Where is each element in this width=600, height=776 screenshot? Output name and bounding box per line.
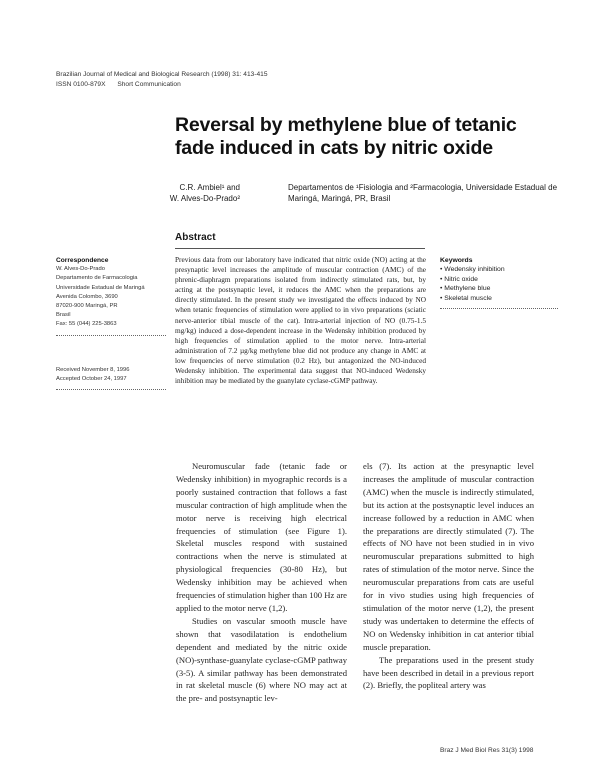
divider xyxy=(440,308,558,309)
dates-block xyxy=(56,366,166,390)
body-paragraph: els (7). Its action at the presynaptic level increases the amplitude of muscular contraction (AMC) when the muscle is indirectly stimulated, but its action at the postsynaptic level induces an increase followed by a reduction in AMC when the preparations are directly stimulated (7). The effects of NO have not been studied in in vivo neuromuscular preparations submitted to high rates of stimulation of the motor nerve. Since the neuromuscular preparations from cats are useful for in vivo studies using high frequencies of stimulation of the motor nerve (1,2), the present study was undertaken to determine the effects of NO on Wedensky inhibition in cat anterior tibial muscle preparation. xyxy=(363,461,534,652)
keyword-item: • Skeletal muscle xyxy=(440,294,558,303)
keyword-item: • Nitric oxide xyxy=(440,275,558,284)
correspondence-block xyxy=(56,256,166,336)
body-paragraph: Studies on vascular smooth muscle have shown that vasodilatation is endothelium dependent and mediated by the nitric oxide (NO)-synthase-guanylate cyclase-cGMP pathway (3-5). A similar pathway has been demonstrated in rat skeletal muscle (6) where NO may act at the pre- and postsynaptic lev- xyxy=(176,615,347,704)
abstract-text: Previous data from our laboratory have indicated that nitric oxide (NO) acting at the presynaptic level increases the amplitude of muscular contraction (AMC) of the phrenic-diaphragm preparations isolated from indirectly stimulated rats, but, by acting at the postsynaptic level, it reduces the AMC when the preparations are directly stimulated. In the present study we investigated the effects induced by NO when tetanic frequencies of stimulation were applied to in vivo preparations (sciatic nerve-anterior tibial muscle of the cat). Intra-arterial injection of NO (0.75-1.5 mg/kg) induced a dose-dependent increase in the Wedensky inhibition produced by high frequencies of stimulation applied to the motor nerve. Intra-arterial administration of 7.2 µg/kg methylene blue did not produce any change in AMC at low frequencies of nerve stimulation (0.2 Hz), but antagonized the NO-induced Wedensky inhibition. The experimental data suggest that NO-induced Wedensky inhibition may be mediated by the guanylate cyclase-cGMP pathway. xyxy=(175,255,426,386)
correspondence-line: Universidade Estadual de Maringá xyxy=(56,284,145,291)
issn: ISSN 0100-879X xyxy=(56,80,106,88)
author-2: W. Alves-Do-Prado² xyxy=(169,194,240,203)
divider xyxy=(56,389,166,390)
correspondence-line: Avenida Colombo, 3690 xyxy=(56,293,118,300)
journal-citation: Brazilian Journal of Medical and Biological Research (1998) 31: 413-415 xyxy=(56,71,268,78)
correspondence-line: 87020-900 Maringá, PR xyxy=(56,303,118,310)
correspondence-heading: Correspondence xyxy=(56,257,109,264)
keywords-block xyxy=(440,256,558,309)
article-type: Short Communication xyxy=(117,80,181,88)
page-footer: Braz J Med Biol Res 31(3) 1998 xyxy=(440,747,534,754)
authors xyxy=(90,182,240,204)
abstract-heading: Abstract xyxy=(175,232,216,243)
accepted-date: Accepted October 24, 1997 xyxy=(56,376,127,382)
body-column-2 xyxy=(363,460,534,692)
body-column-1 xyxy=(176,460,347,705)
body-paragraph: The preparations used in the present study have been described in detail in a previous report (2). Briefly, the popliteal artery was xyxy=(363,654,534,691)
correspondence-line: Fax: 55 (044) 225-3863 xyxy=(56,321,117,328)
received-date: Received November 8, 1996 xyxy=(56,367,130,373)
correspondence-line: Departamento de Farmacologia xyxy=(56,275,138,282)
journal-header xyxy=(56,70,268,89)
keywords-heading: Keywords xyxy=(440,257,473,264)
keyword-item: • Wedensky inhibition xyxy=(440,265,558,274)
author-1: C.R. Ambiel¹ and xyxy=(179,183,240,192)
correspondence-line: W. Alves-Do-Prado xyxy=(56,266,105,273)
keyword-item: • Methylene blue xyxy=(440,284,558,293)
body-paragraph: Neuromuscular fade (tetanic fade or Wedensky inhibition) in myographic records is a poorly sustained contraction that follows a fast muscular contraction of high amplitude when the motor nerve is receiving high electrical frequencies of stimulation (see Figure 1). Skeletal muscles respond with sustained contractions when the nerve is stimulated at physiological frequencies (30-80 Hz), but Wedensky inhibition may be achieved when frequencies of stimulation higher than 100 Hz are applied to the motor nerve (1,2). xyxy=(176,461,347,613)
article-title: Reversal by methylene blue of tetanic fade induced in cats by nitric oxide xyxy=(175,114,517,159)
abstract-rule xyxy=(175,248,425,249)
affiliation: Departamentos de ¹Fisiologia and ²Farmacologia, Universidade Estadual de Maringá, Maringá, PR, Brasil xyxy=(288,183,558,203)
divider xyxy=(56,335,166,336)
correspondence-line: Brasil xyxy=(56,312,71,319)
